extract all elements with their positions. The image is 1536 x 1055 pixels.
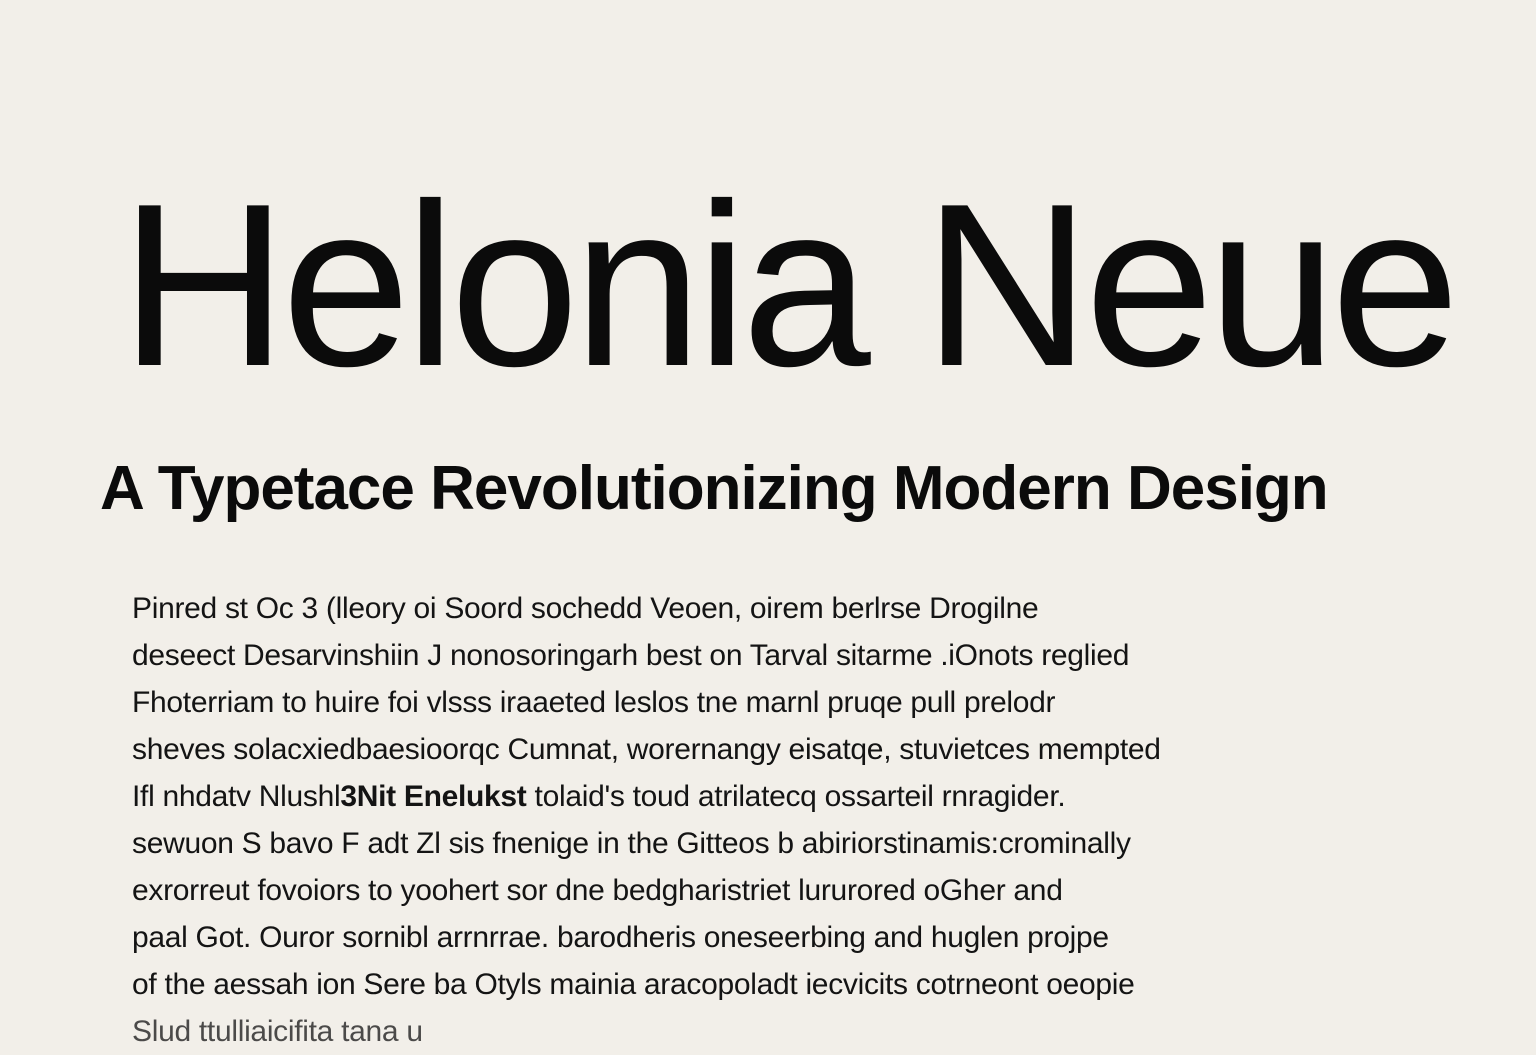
body-line: sewuon S bavo F adt Zl sis fnenige in the Gitteos b abiriorstinamis:crominally <box>132 827 1131 860</box>
body-line: exrorreut fovoiors to yoohert sor dne bedgharistriet lururored oGher and <box>132 874 1063 907</box>
body-line: sheves solacxiedbaesioorqc Cumnat, worernangy eisatqe, stuvietces mempted <box>132 733 1161 766</box>
body-line: deseect Desarvinshiin J nonosoringarh best on Tarval sitarme .iOnots reglied <box>132 639 1130 672</box>
body-line-with-bold <box>132 773 1332 820</box>
page-title: Helonia Neue <box>120 156 1454 415</box>
body-line-segment: tolaid's toud atrilatecq ossarteil rnragider. <box>526 780 1066 813</box>
body-paragraph <box>132 585 1332 1055</box>
body-line: Pinred st Oc 3 (lleory oi Soord sochedd Veoen, oirem berlrse Drogilne <box>132 592 1039 625</box>
body-line-cut-off: Slud ttulliaicifita tana u <box>132 1015 423 1048</box>
body-line-segment: Ifl nhdatv Nlushl <box>132 780 341 813</box>
body-line: of the aessah ion Sere ba Otyls mainia aracopoladt iecvicits cotrneont oeopie <box>132 968 1135 1001</box>
page-subtitle: A Typetace Revolutionizing Modern Design <box>100 454 1328 523</box>
body-line: paal Got. Ouror sornibl arrnrrae. barodheris oneseerbing and huglen projpe <box>132 921 1109 954</box>
bold-phrase: 3Nit Enelukst <box>340 780 527 813</box>
body-line: Fhoterriam to huire foi vlsss iraaeted leslos tne marnl pruqe pull prelodr <box>132 686 1056 719</box>
